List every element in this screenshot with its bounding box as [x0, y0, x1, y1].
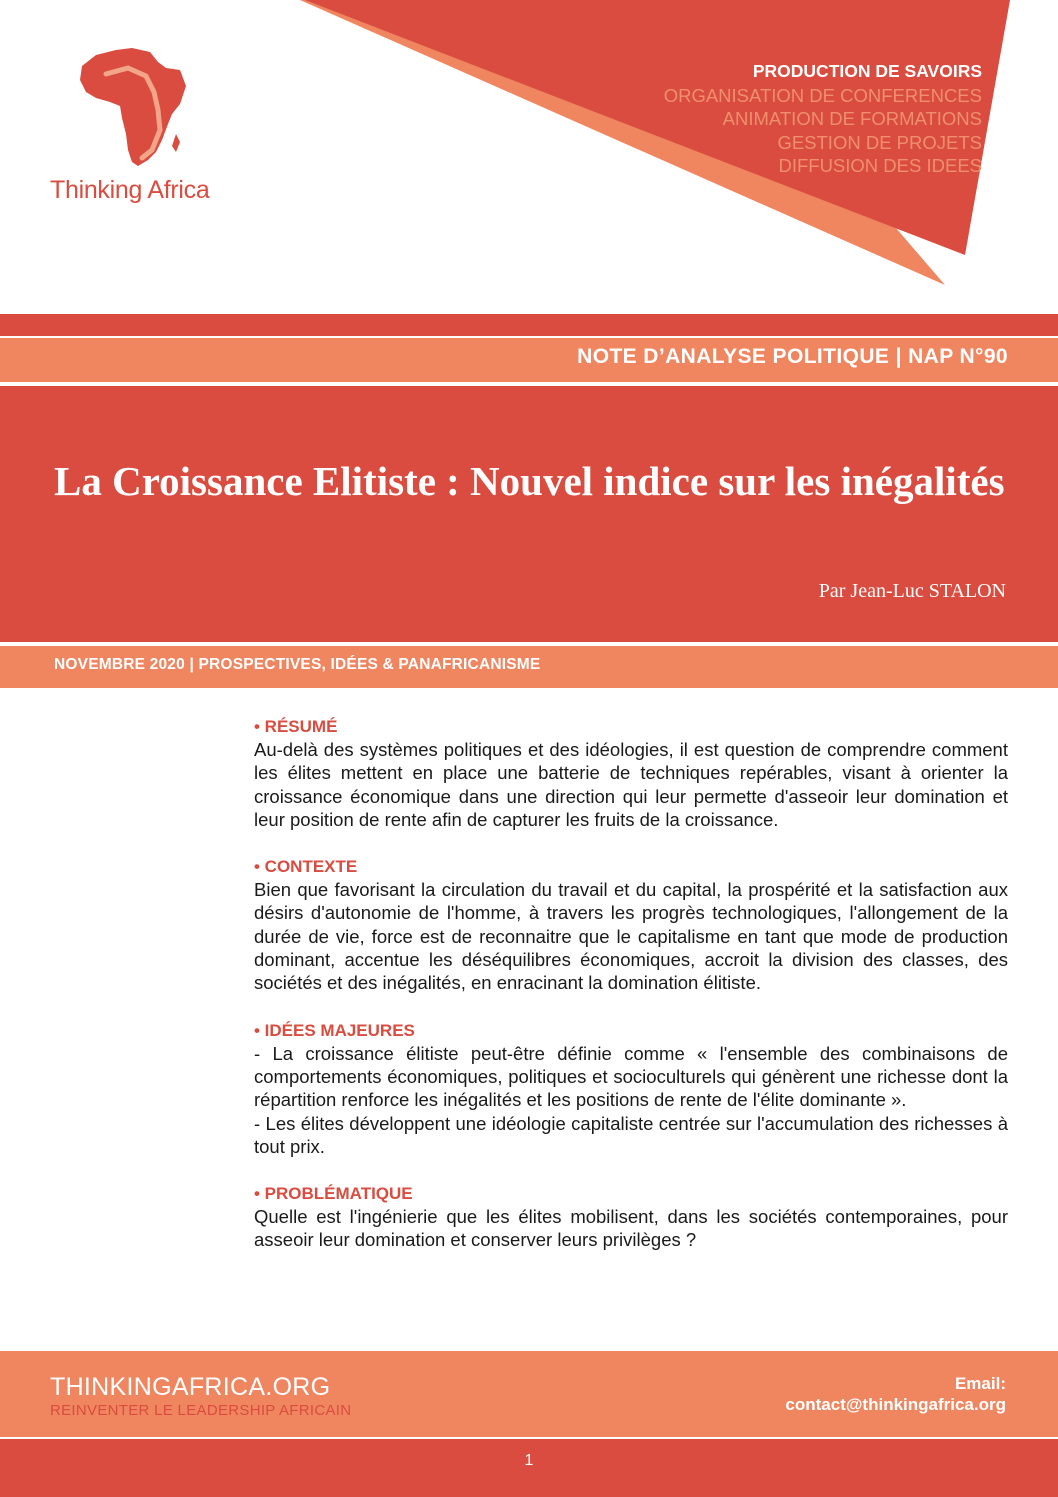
section-heading: • RÉSUMÉ — [254, 717, 338, 736]
paragraph: Quelle est l'ingénierie que les élites mobilisent, dans les sociétés contemporaines, pour asseoir leur domination et conserver leurs privilèges ? — [254, 1206, 1008, 1251]
section-heading: • CONTEXTE — [254, 857, 358, 877]
divider-band — [0, 314, 1058, 336]
email-label: Email: — [954, 1374, 1006, 1393]
section-resume — [254, 716, 1008, 831]
summary-content — [254, 716, 1008, 1277]
section-text — [254, 1042, 1008, 1158]
email-link[interactable]: contact@thinkingafrica.org — [785, 1395, 1006, 1414]
service-main: PRODUCTION DE SAVOIRS — [752, 61, 982, 81]
section-text — [254, 738, 1008, 831]
paragraph: - Les élites développent une idéologie capitaliste centrée sur l'accumulation des richesses à tout prix. — [254, 1112, 1008, 1157]
author-line: Par Jean-Luc STALON — [818, 580, 1006, 602]
section-heading: • PROBLÉMATIQUE — [254, 1184, 413, 1204]
paragraph: Bien que favorisant la circulation du travail et du capital, la prospérité et la satisfaction aux désirs d'autonomie de l'homme, à travers les progrès technologiques, l'allongement de la durée de vie, force est de reconnaitre que le capitalisme en tant que mode de production dominant, accentue les déséquilibres économiques, accroit la division des classes, des sociétés et des inégalités, en enracinant la domination élitiste. — [254, 879, 1008, 994]
service-item: ANIMATION DE FORMATIONS — [722, 108, 982, 129]
document-title: La Croissance Elitiste : Nouvel indice sur les inégalités — [54, 458, 1005, 504]
website-link[interactable]: THINKINGAFRICA.ORG — [50, 1373, 331, 1401]
service-item: ORGANISATION DE CONFERENCES — [663, 84, 982, 106]
section-problematique — [254, 1183, 1008, 1252]
service-item: DIFFUSION DES IDEES — [778, 155, 982, 176]
service-item: GESTION DE PROJETS — [777, 131, 982, 153]
services-list — [664, 60, 982, 178]
tagline: REINVENTER LE LEADERSHIP AFRICAIN — [50, 1402, 352, 1419]
logo-text: Thinking Africa — [50, 176, 210, 204]
section-idees-majeures — [254, 1020, 1008, 1158]
series-label: NOTE D’ANALYSE POLITIQUE | NAP N°90 — [577, 345, 1008, 368]
section-text — [254, 1205, 1008, 1252]
paragraph: - La croissance élitiste peut-être définie comme « l'ensemble des combinaisons de comportements économiques, politiques et socioculturels qui génèrent une richesse dont la répartition renforce les inégalités et les positions de rente de l'élite dominante ». — [254, 1042, 1008, 1111]
title-band — [0, 386, 1058, 642]
africa-map-icon — [80, 48, 186, 166]
date-topic-line: NOVEMBRE 2020 | PROSPECTIVES, IDÉES & PANAFRICANISME — [54, 656, 541, 673]
page-number: 1 — [524, 1452, 534, 1469]
section-text — [254, 878, 1008, 994]
section-contexte — [254, 856, 1008, 994]
paragraph: Au-delà des systèmes politiques et des idéologies, il est question de comprendre comment les élites mettent en place une batterie de techniques repérables, visant à orienter la croissance économique dans une direction qui leur permette d'asseoir leur domination et leur position de rente afin de capturer les fruits de la croissance. — [254, 739, 1008, 830]
section-heading: • IDÉES MAJEURES — [254, 1020, 415, 1040]
